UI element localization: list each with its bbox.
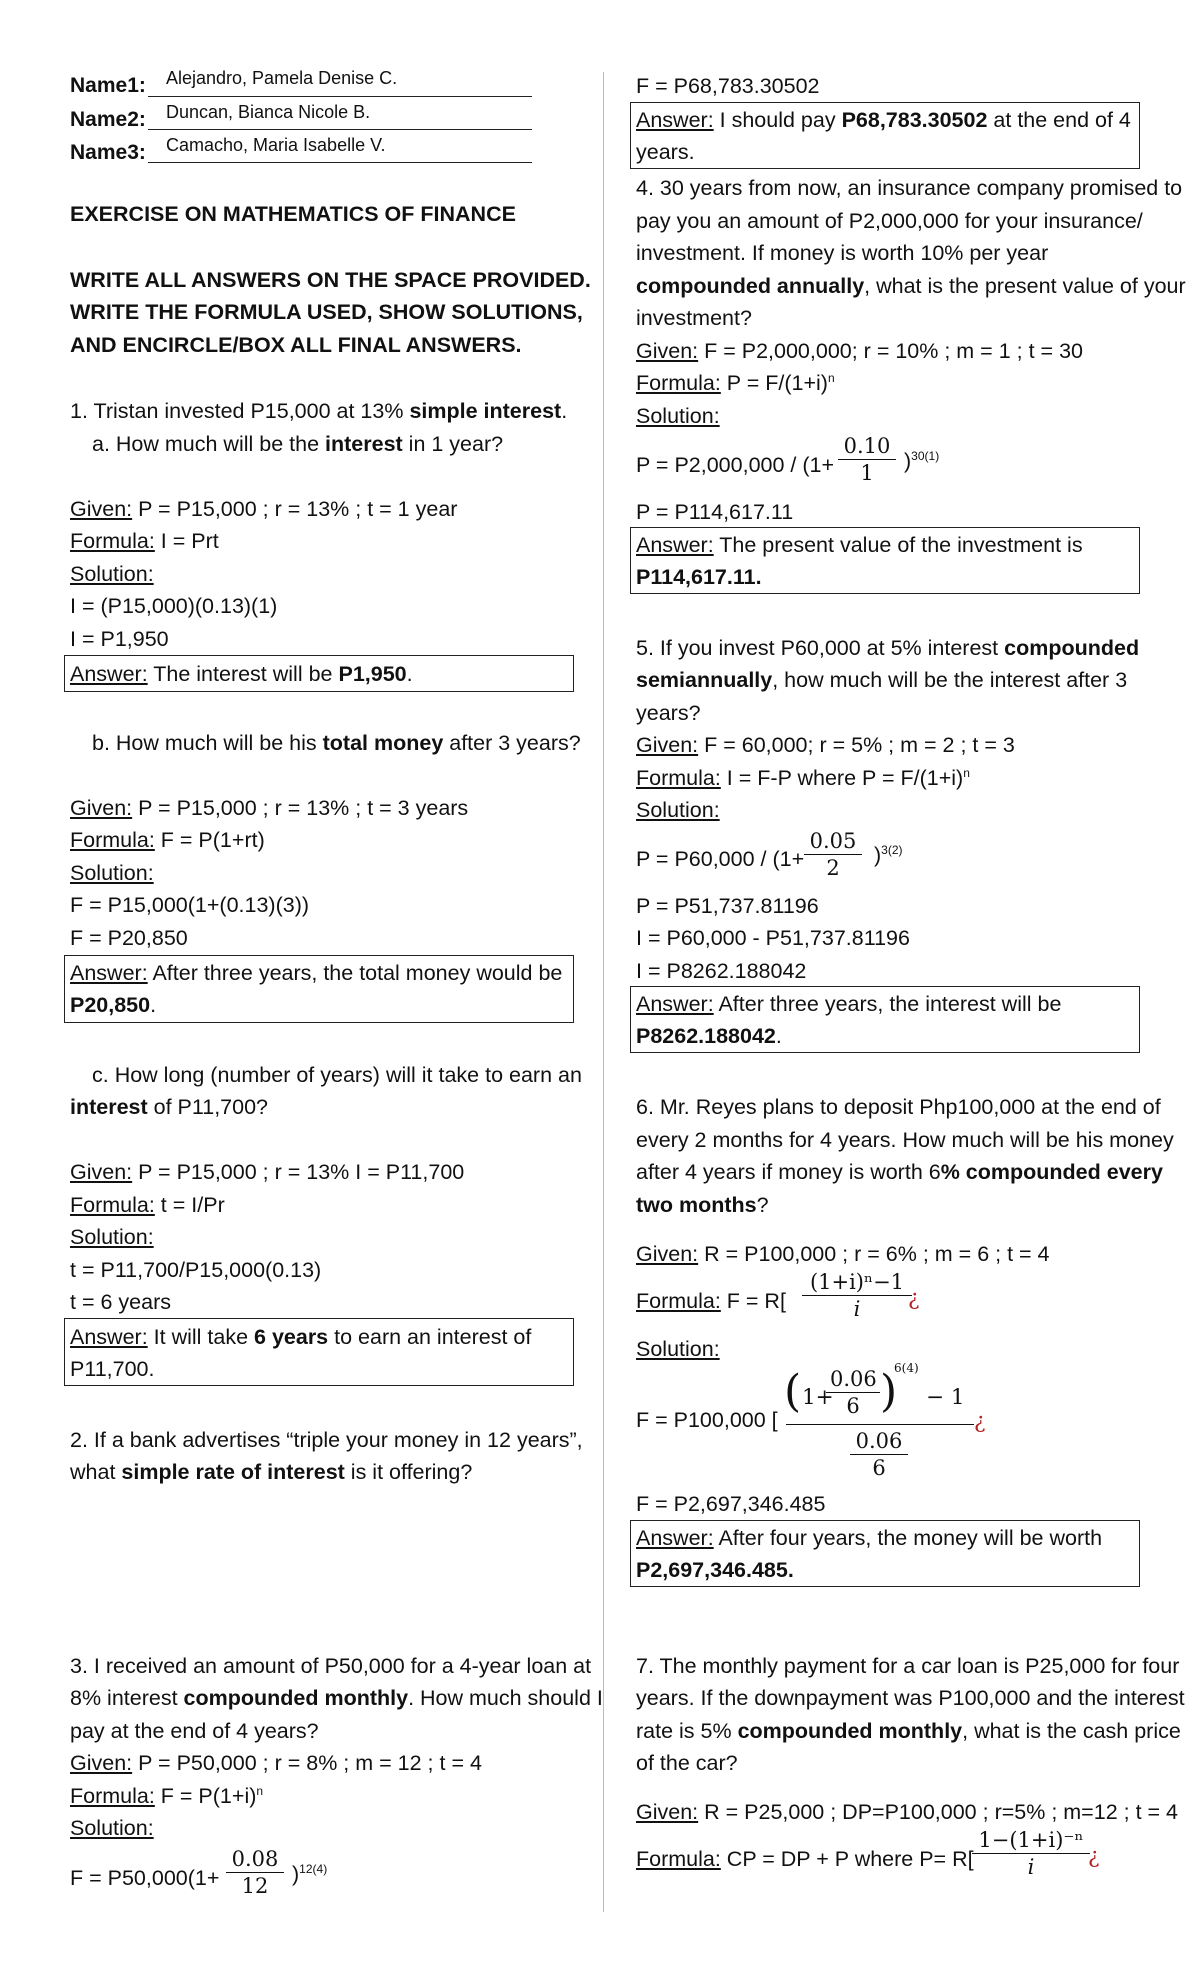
q2-text-line-1: 2. If a bank advertises “triple your money in 12 years”, bbox=[70, 1428, 583, 1452]
q6-text-line-2: every 2 months for 4 years. How much will be his money bbox=[636, 1128, 1174, 1152]
q6-formula-fraction bbox=[802, 1269, 912, 1322]
q5-fraction-numerator: 0.05 bbox=[804, 828, 862, 855]
q1b-formula: Formula: F = P(1+rt) bbox=[70, 828, 265, 852]
name1-label: Name1: bbox=[70, 74, 146, 97]
q1a-step-1: I = (P15,000)(0.13)(1) bbox=[70, 594, 278, 618]
q1b-answer-line-1: Answer: After three years, the total money would be bbox=[70, 961, 563, 985]
q5-answer-line-2: P8262.188042. bbox=[636, 1024, 782, 1048]
q4-fraction-denominator: 1 bbox=[860, 461, 874, 485]
name2-value: Duncan, Bianca Nicole B. bbox=[166, 102, 371, 122]
q4-text-line-1: 4. 30 years from now, an insurance company promised to bbox=[636, 176, 1183, 200]
q7-text-line-1: 7. The monthly payment for a car loan is P25,000 for four bbox=[636, 1654, 1180, 1678]
q6-outer-fraction bbox=[850, 1428, 908, 1481]
column-divider bbox=[603, 72, 604, 1912]
q3-calc-suffix: )$^{12(4)}$ bbox=[292, 1861, 328, 1886]
q4-text-line-2: pay you an amount of P2,000,000 for your insurance/ bbox=[636, 209, 1143, 233]
q4-text-line-4: compounded annually, what is the present value of your bbox=[636, 274, 1186, 298]
q3-text-line-3: pay at the end of 4 years? bbox=[70, 1719, 319, 1743]
q4-answer-line-1: Answer: The present value of the investment is bbox=[636, 533, 1083, 557]
q6-answer-line-1: Answer: After four years, the money will be worth bbox=[636, 1526, 1103, 1550]
q6-formula-label: Formula: F = R[ bbox=[636, 1289, 786, 1313]
q6-formula-rendering-glyph: ¿ bbox=[908, 1286, 920, 1311]
q6-text-line-3: after 4 years if money is worth 6% compounded every bbox=[636, 1160, 1163, 1184]
q6-inner-exponent: 6(4) bbox=[894, 1361, 919, 1375]
q1a-text: a. How much will be the interest in 1 year? bbox=[92, 432, 504, 456]
q3-answer-line-2: years. bbox=[636, 140, 695, 164]
q6-outer-numerator: 0.06 bbox=[850, 1428, 908, 1455]
q6-formula-numerator: (1+i)ⁿ−1 bbox=[802, 1269, 912, 1296]
q3-result: F = P68,783.30502 bbox=[636, 74, 820, 98]
q4-result: P = P114,617.11 bbox=[636, 500, 794, 524]
q5-text-line-1: 5. If you invest P60,000 at 5% interest compounded bbox=[636, 636, 1140, 660]
q4-solution-label: Solution: bbox=[636, 404, 720, 428]
q7-text-line-2: years. If the downpayment was P100,000 and the interest bbox=[636, 1686, 1185, 1710]
q1c-formula: Formula: t = I/Pr bbox=[70, 1193, 225, 1217]
q3-calc-prefix: F = P50,000(1+ bbox=[70, 1866, 220, 1890]
q4-answer-line-2: P114,617.11. bbox=[636, 565, 762, 589]
q6-minus-one: − 1 bbox=[926, 1385, 965, 1410]
q1a-answer: Answer: The interest will be P1,950. bbox=[70, 662, 413, 686]
q4-given: Given: F = P2,000,000; r = 10% ; m = 1 ; t = 30 bbox=[636, 339, 1083, 363]
q1b-step-1: F = P15,000(1+(0.13)(3)) bbox=[70, 893, 310, 917]
q7-text-line-4: of the car? bbox=[636, 1751, 738, 1775]
q5-step-1: P = P51,737.81196 bbox=[636, 894, 819, 918]
q6-calc-prefix: F = P100,000 [ bbox=[636, 1408, 778, 1432]
q2-text-line-2: what simple rate of interest is it offering? bbox=[70, 1460, 473, 1484]
q5-solution-label: Solution: bbox=[636, 798, 720, 822]
q3-solution-label: Solution: bbox=[70, 1816, 154, 1840]
q6-text-line-4: two months? bbox=[636, 1193, 769, 1217]
q3-rate-fraction bbox=[226, 1846, 284, 1899]
q5-given: Given: F = 60,000; r = 5% ; m = 2 ; t = 3 bbox=[636, 733, 1015, 757]
q1a-given: Given: P = P15,000 ; r = 13% ; t = 1 year bbox=[70, 497, 458, 521]
q1-text: 1. Tristan invested P15,000 at 13% simple interest. bbox=[70, 399, 568, 423]
q6-inner-denominator: 6 bbox=[846, 1394, 860, 1418]
q1b-given: Given: P = P15,000 ; r = 13% ; t = 3 years bbox=[70, 796, 469, 820]
q1c-text-line-1: c. How long (number of years) will it take to earn an bbox=[92, 1063, 582, 1087]
q3-text-line-1: 3. I received an amount of P50,000 for a 4-year loan at bbox=[70, 1654, 592, 1678]
q6-inner-fraction bbox=[826, 1366, 880, 1419]
page-title: EXERCISE ON MATHEMATICS OF FINANCE bbox=[70, 202, 516, 226]
q6-right-paren: ) bbox=[880, 1366, 898, 1417]
q1c-given: Given: P = P15,000 ; r = 13% I = P11,700 bbox=[70, 1160, 465, 1184]
q4-text-line-3: investment. If money is worth 10% per year bbox=[636, 241, 1049, 265]
q7-formula-rendering-glyph: ¿ bbox=[1088, 1844, 1100, 1869]
q1c-solution-label: Solution: bbox=[70, 1225, 154, 1249]
q6-result: F = P2,697,346.485 bbox=[636, 1492, 826, 1516]
q6-inner-one-plus: 1+ bbox=[802, 1385, 834, 1410]
instruction-line-2: WRITE THE FORMULA USED, SHOW SOLUTIONS, bbox=[70, 300, 583, 324]
q4-text-line-5: investment? bbox=[636, 306, 752, 330]
q5-calc-prefix: P = P60,000 / (1+ bbox=[636, 847, 805, 871]
q6-left-paren: ( bbox=[784, 1366, 802, 1417]
q1c-step-2: t = 6 years bbox=[70, 1290, 171, 1314]
name1-value: Alejandro, Pamela Denise C. bbox=[166, 68, 398, 88]
name3-value: Camacho, Maria Isabelle V. bbox=[166, 135, 386, 155]
q1c-text-line-2: interest of P11,700? bbox=[70, 1095, 269, 1119]
q3-formula: Formula: $F = P(1+i)^n$ bbox=[70, 1783, 264, 1808]
q5-formula: Formula: I = F-P where $P = F/(1+i)^n$ bbox=[636, 765, 970, 790]
q1b-step-2: F = P20,850 bbox=[70, 926, 188, 950]
q1c-answer-line-2: P11,700. bbox=[70, 1357, 155, 1381]
name3-label: Name3: bbox=[70, 141, 146, 164]
q6-calc-rendering-glyph: ¿ bbox=[974, 1409, 986, 1434]
q5-step-2: I = P60,000 - P51,737.81196 bbox=[636, 926, 910, 950]
q3-text-line-2: 8% interest compounded monthly. How much should I bbox=[70, 1686, 603, 1710]
name2-label: Name2: bbox=[70, 108, 146, 131]
q5-text-line-2: semiannually, how much will be the interest after 3 bbox=[636, 668, 1128, 692]
q3-given: Given: P = P50,000 ; r = 8% ; m = 12 ; t = 4 bbox=[70, 1751, 482, 1775]
q1b-answer-line-2: P20,850. bbox=[70, 993, 157, 1017]
q7-given: Given: R = P25,000 ; DP=P100,000 ; r=5% ; m=12 ; t = 4 bbox=[636, 1800, 1179, 1824]
q4-formula: Formula: $P = F/(1+i)^n$ bbox=[636, 370, 835, 395]
q5-calc-suffix: )$^{3(2)}$ bbox=[874, 842, 903, 867]
q1b-solution-label: Solution: bbox=[70, 861, 154, 885]
name3-line bbox=[148, 162, 532, 163]
q5-text-line-3: years? bbox=[636, 701, 701, 725]
q3-fraction-denominator: 12 bbox=[241, 1874, 269, 1898]
q7-formula-denominator: i bbox=[1027, 1855, 1035, 1879]
q1c-answer-line-1: Answer: It will take 6 years to earn an interest of bbox=[70, 1325, 532, 1349]
q5-answer-line-1: Answer: After three years, the interest will be bbox=[636, 992, 1062, 1016]
q4-calc-prefix: P = P2,000,000 / (1+ bbox=[636, 453, 835, 477]
instruction-line-1: WRITE ALL ANSWERS ON THE SPACE PROVIDED. bbox=[70, 268, 591, 292]
q6-inner-numerator: 0.06 bbox=[826, 1366, 880, 1393]
q5-rate-fraction bbox=[804, 828, 862, 881]
instruction-line-3: AND ENCIRCLE/BOX ALL FINAL ANSWERS. bbox=[70, 333, 522, 357]
q6-text-line-1: 6. Mr. Reyes plans to deposit Php100,000 at the end of bbox=[636, 1095, 1161, 1119]
q7-text-line-3: rate is 5% compounded monthly, what is the cash price bbox=[636, 1719, 1181, 1743]
q3-fraction-numerator: 0.08 bbox=[226, 1846, 284, 1873]
q1b-text: b. How much will be his total money after 3 years? bbox=[92, 731, 581, 755]
q4-rate-fraction bbox=[838, 433, 896, 486]
q6-solution-label: Solution: bbox=[636, 1337, 720, 1361]
q6-formula-denominator: i bbox=[853, 1297, 861, 1321]
q7-formula-fraction bbox=[972, 1827, 1090, 1880]
q4-fraction-numerator: 0.10 bbox=[838, 433, 896, 460]
q1a-formula: Formula: I = Prt bbox=[70, 529, 219, 553]
q1a-solution-label: Solution: bbox=[70, 562, 154, 586]
q6-outer-denominator: 6 bbox=[872, 1456, 886, 1480]
q6-main-fraction-bar bbox=[786, 1424, 974, 1425]
q4-calc-suffix: )$^{30(1)}$ bbox=[904, 448, 940, 473]
q7-formula-numerator: 1−(1+i)⁻ⁿ bbox=[972, 1827, 1090, 1854]
q5-fraction-denominator: 2 bbox=[826, 856, 840, 880]
q1c-step-1: t = P11,700/P15,000(0.13) bbox=[70, 1258, 322, 1282]
q5-step-3: I = P8262.188042 bbox=[636, 959, 807, 983]
q1a-step-2: I = P1,950 bbox=[70, 627, 169, 651]
q3-answer-line-1: Answer: I should pay P68,783.30502 at the end of 4 bbox=[636, 108, 1131, 132]
q6-answer-line-2: P2,697,346.485. bbox=[636, 1558, 794, 1582]
q6-given: Given: R = P100,000 ; r = 6% ; m = 6 ; t = 4 bbox=[636, 1242, 1050, 1266]
q7-formula-label: Formula: CP = DP + P where P= R[ bbox=[636, 1847, 974, 1871]
